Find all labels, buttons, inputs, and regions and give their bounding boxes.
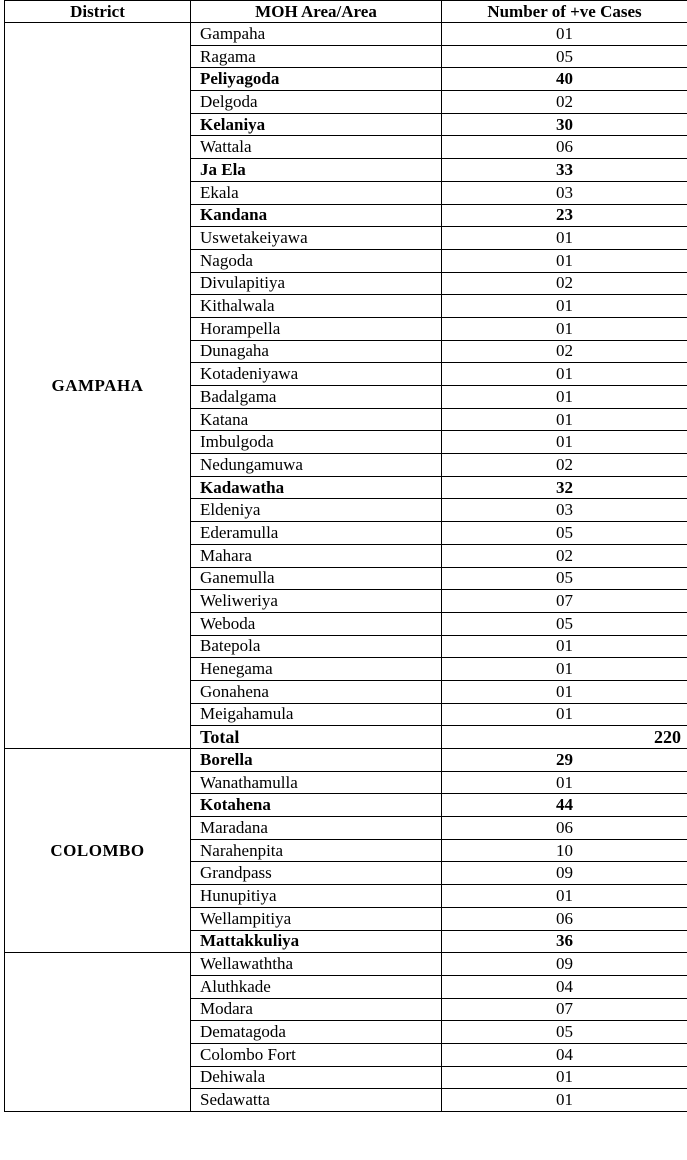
header-positive-cases: Number of +ve Cases [442,1,687,23]
moh-area-cell: Badalgama [191,386,442,409]
cases-cell: 05 [442,567,687,590]
cases-cell: 01 [442,1089,687,1112]
cases-cell: 33 [442,159,687,182]
cases-cell: 23 [442,204,687,227]
moh-area-cell: Borella [191,749,442,772]
header-moh-area: MOH Area/Area [191,1,442,23]
cases-cell: 01 [442,771,687,794]
moh-area-cell: Wattala [191,136,442,159]
moh-area-cell: Henegama [191,658,442,681]
cases-cell: 01 [442,386,687,409]
cases-cell: 03 [442,181,687,204]
cases-table [4,0,687,1112]
cases-cell: 01 [442,23,687,46]
moh-area-cell: Ragama [191,45,442,68]
moh-area-cell: Gampaha [191,23,442,46]
cases-cell: 01 [442,363,687,386]
moh-area-cell: Weboda [191,612,442,635]
moh-area-cell: Mattakkuliya [191,930,442,953]
cases-cell: 01 [442,295,687,318]
cases-cell: 05 [442,45,687,68]
moh-area-cell: Kelaniya [191,113,442,136]
cases-cell: 40 [442,68,687,91]
moh-area-cell: Horampella [191,317,442,340]
cases-cell: 01 [442,408,687,431]
moh-area-cell: Dehiwala [191,1066,442,1089]
moh-area-cell: Weliweriya [191,590,442,613]
cases-cell: 01 [442,249,687,272]
moh-area-cell: Sedawatta [191,1089,442,1112]
cases-cell: 30 [442,113,687,136]
district-cell: COLOMBO [5,749,191,953]
district-cell [5,953,191,1112]
cases-cell: 07 [442,998,687,1021]
cases-table-document [4,0,687,1112]
table-row [5,953,687,976]
cases-cell: 04 [442,1043,687,1066]
moh-area-cell: Aluthkade [191,975,442,998]
table-row [5,23,687,46]
moh-area-cell: Peliyagoda [191,68,442,91]
table-body [5,23,687,1112]
moh-area-cell: Divulapitiya [191,272,442,295]
cases-cell: 02 [442,340,687,363]
moh-area-cell: Kotadeniyawa [191,363,442,386]
moh-area-cell: Modara [191,998,442,1021]
total-value: 220 [442,726,687,749]
moh-area-cell: Imbulgoda [191,431,442,454]
cases-cell: 01 [442,680,687,703]
moh-area-cell: Wellawaththa [191,953,442,976]
cases-cell: 02 [442,272,687,295]
cases-cell: 01 [442,317,687,340]
moh-area-cell: Mahara [191,544,442,567]
cases-cell: 32 [442,476,687,499]
moh-area-cell: Delgoda [191,91,442,114]
moh-area-cell: Dunagaha [191,340,442,363]
moh-area-cell: Ederamulla [191,522,442,545]
cases-cell: 01 [442,885,687,908]
moh-area-cell: Ja Ela [191,159,442,182]
cases-cell: 05 [442,522,687,545]
moh-area-cell: Hunupitiya [191,885,442,908]
moh-area-cell: Kandana [191,204,442,227]
moh-area-cell: Uswetakeiyawa [191,227,442,250]
moh-area-cell: Colombo Fort [191,1043,442,1066]
cases-cell: 06 [442,817,687,840]
cases-cell: 36 [442,930,687,953]
moh-area-cell: Dematagoda [191,1021,442,1044]
moh-area-cell: Kithalwala [191,295,442,318]
cases-cell: 09 [442,953,687,976]
cases-cell: 02 [442,91,687,114]
moh-area-cell: Katana [191,408,442,431]
header-district: District [5,1,191,23]
district-cell: GAMPAHA [5,23,191,749]
moh-area-cell: Ekala [191,181,442,204]
moh-area-cell: Nagoda [191,249,442,272]
cases-cell: 01 [442,1066,687,1089]
cases-cell: 09 [442,862,687,885]
moh-area-cell: Ganemulla [191,567,442,590]
moh-area-cell: Nedungamuwa [191,454,442,477]
cases-cell: 06 [442,907,687,930]
moh-area-cell: Wellampitiya [191,907,442,930]
moh-area-cell: Gonahena [191,680,442,703]
cases-cell: 05 [442,1021,687,1044]
moh-area-cell: Kadawatha [191,476,442,499]
moh-area-cell: Grandpass [191,862,442,885]
cases-cell: 44 [442,794,687,817]
table-header [5,1,687,23]
moh-area-cell: Wanathamulla [191,771,442,794]
moh-area-cell: Batepola [191,635,442,658]
cases-cell: 04 [442,975,687,998]
cases-cell: 01 [442,658,687,681]
cases-cell: 29 [442,749,687,772]
header-row [5,1,687,23]
table-row [5,749,687,772]
moh-area-cell: Maradana [191,817,442,840]
cases-cell: 01 [442,227,687,250]
cases-cell: 07 [442,590,687,613]
cases-cell: 01 [442,703,687,726]
cases-cell: 02 [442,544,687,567]
cases-cell: 03 [442,499,687,522]
moh-area-cell: Narahenpita [191,839,442,862]
cases-cell: 05 [442,612,687,635]
cases-cell: 06 [442,136,687,159]
cases-cell: 02 [442,454,687,477]
cases-cell: 01 [442,431,687,454]
moh-area-cell: Meigahamula [191,703,442,726]
cases-cell: 10 [442,839,687,862]
moh-area-cell: Kotahena [191,794,442,817]
moh-area-cell: Eldeniya [191,499,442,522]
cases-cell: 01 [442,635,687,658]
total-label: Total [191,726,442,749]
